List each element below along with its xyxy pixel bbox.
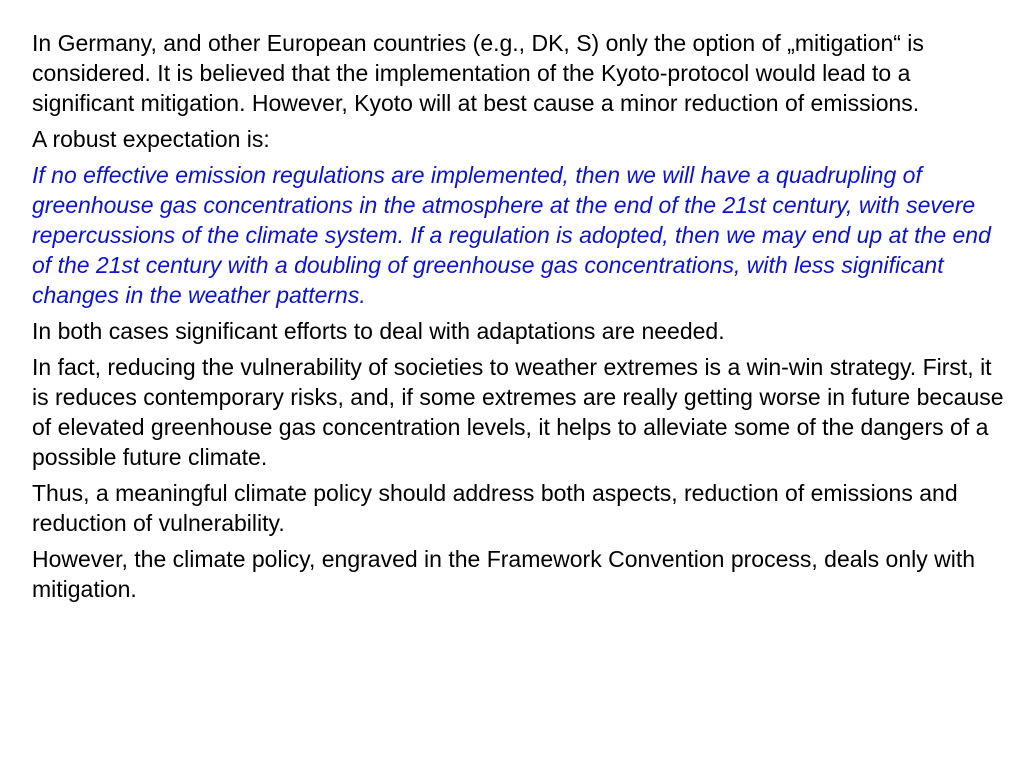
paragraph-framework-convention: However, the climate policy, engraved in the Framework Convention process, deals only with mitigation. xyxy=(32,546,976,602)
slide-body xyxy=(32,28,1007,610)
paragraph-scenario-highlight: If no effective emission regulations are implemented, then we will have a quadrupling of greenhouse gas concentrations in the atmosphere at the end of the 21st century, with severe repercussions of the climate system. If a regulation is adopted, then we may end up at the end of the 21st century with a doubling of greenhouse gas concentrations, with less significant changes in the weather patterns. xyxy=(32,162,991,308)
paragraph-adaptation-needed: In both cases significant efforts to deal with adaptations are needed. xyxy=(32,318,725,344)
paragraph-win-win-strategy: In fact, reducing the vulnerability of societies to weather extremes is a win-win strategy. First, it is reduces contemporary risks, and, if some extremes are really getting worse in future because of elevated greenhouse gas concentration levels, it helps to alleviate some of the dangers of a possible future climate. xyxy=(32,354,1004,470)
paragraph-policy-aspects: Thus, a meaningful climate policy should address both aspects, reduction of emissions and reduction of vulnerability. xyxy=(32,480,958,536)
paragraph-robust-expectation: A robust expectation is: xyxy=(32,126,270,152)
paragraph-mitigation-option: In Germany, and other European countries (e.g., DK, S) only the option of „mitigation“ is considered. It is believed that the implementation of the Kyoto-protocol would lead to a significant mitigation. However, Kyoto will at best cause a minor reduction of emissions. xyxy=(32,30,924,116)
